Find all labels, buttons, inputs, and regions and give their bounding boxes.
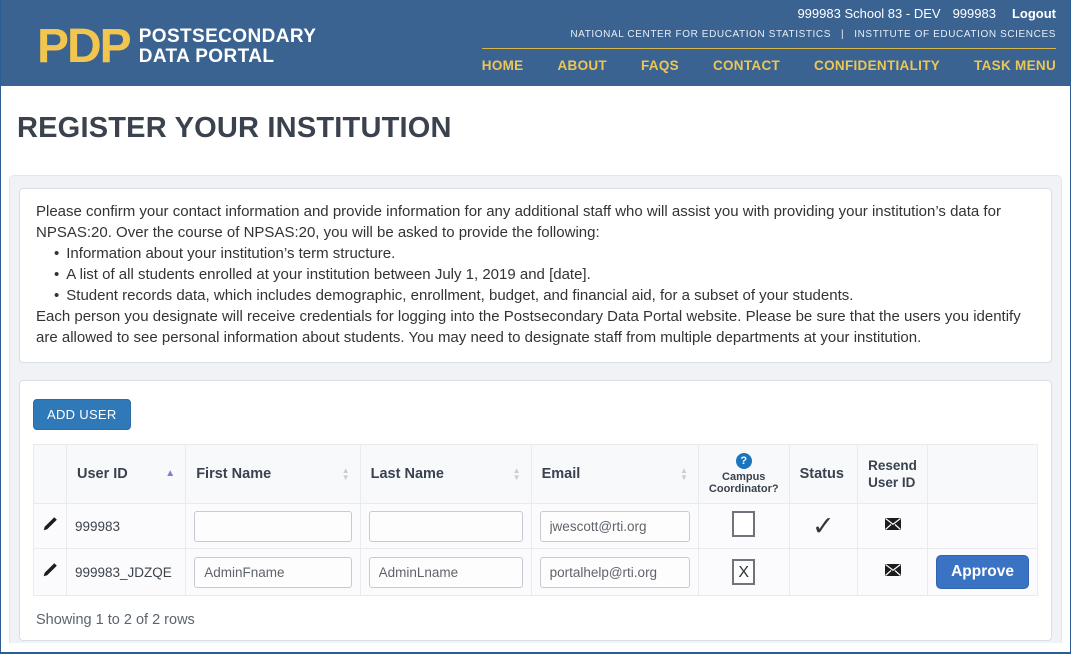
intro-card bbox=[19, 188, 1052, 363]
last-name-input[interactable] bbox=[369, 511, 523, 542]
logo-line2: DATA PORTAL bbox=[138, 46, 275, 67]
action-cell bbox=[928, 549, 1038, 596]
nav-home[interactable]: HOME bbox=[481, 58, 524, 73]
user-id-column-header[interactable] bbox=[67, 445, 186, 504]
sort-icon[interactable]: ▲ ▼ bbox=[341, 466, 350, 482]
agency-line bbox=[570, 29, 1056, 48]
first-name-input[interactable] bbox=[194, 511, 351, 542]
institution-name: 999983 School 83 - DEV bbox=[797, 6, 941, 21]
intro-bullet-list bbox=[36, 243, 1035, 306]
resend-cell bbox=[858, 549, 928, 596]
edit-cell bbox=[34, 549, 67, 596]
campus-coordinator-column-header bbox=[698, 445, 789, 504]
header-main bbox=[1, 21, 1070, 73]
agency-separator: | bbox=[841, 29, 845, 40]
email-cell bbox=[531, 549, 698, 596]
account-info bbox=[797, 6, 996, 21]
logo-acronym: PDP bbox=[37, 20, 130, 73]
resend-envelope-icon[interactable] bbox=[885, 517, 901, 535]
agency-nces: NATIONAL CENTER FOR EDUCATION STATISTICS bbox=[570, 29, 832, 40]
resend-cell bbox=[858, 504, 928, 549]
users-table bbox=[33, 444, 1038, 596]
status-cell bbox=[789, 549, 858, 596]
sort-icon[interactable]: ▲ ▼ bbox=[512, 466, 521, 482]
email-column-header[interactable] bbox=[531, 445, 698, 504]
user-id-cell: 999983_JDZQE bbox=[67, 549, 186, 596]
logo-text bbox=[139, 27, 317, 67]
user-row-1 bbox=[34, 504, 1038, 549]
user-id-cell: 999983 bbox=[67, 504, 186, 549]
status-header-label: Status bbox=[799, 466, 844, 482]
campus-header-label: Campus Coordinator? bbox=[708, 471, 779, 495]
agency-ies: INSTITUTE OF EDUCATION SCIENCES bbox=[854, 29, 1056, 40]
approved-check-icon: ✓ bbox=[812, 510, 835, 541]
intro-paragraph-1: Please confirm your contact information and provide information for any additional staff who will assist you with providing your institution’s data for NPSAS:20. Over the course of NPSAS:20, you will be asked to provide the following: bbox=[36, 203, 1001, 241]
user-id-header-label: User ID bbox=[77, 466, 128, 482]
last-name-cell bbox=[360, 504, 531, 549]
account-id: 999983 bbox=[952, 6, 996, 21]
action-column-header bbox=[928, 445, 1038, 504]
nav-task-menu[interactable]: TASK MENU bbox=[974, 58, 1056, 73]
users-card bbox=[19, 380, 1052, 641]
first-name-cell bbox=[186, 549, 360, 596]
last-name-column-header[interactable] bbox=[360, 445, 531, 504]
main-nav bbox=[482, 48, 1056, 73]
row-count-status: Showing 1 to 2 of 2 rows bbox=[36, 612, 195, 628]
site-header bbox=[1, 0, 1070, 86]
email-input[interactable] bbox=[540, 557, 690, 588]
nav-faqs[interactable]: FAQS bbox=[640, 58, 679, 73]
page-title: REGISTER YOUR INSTITUTION bbox=[17, 112, 452, 144]
logo-line1: POSTSECONDARY bbox=[138, 26, 317, 47]
status-cell bbox=[789, 504, 858, 549]
resend-column-header bbox=[858, 445, 928, 504]
edit-pencil-icon[interactable] bbox=[42, 562, 58, 583]
email-input[interactable] bbox=[540, 511, 690, 542]
topbar bbox=[1, 4, 1070, 21]
logout-link[interactable]: Logout bbox=[1011, 6, 1056, 21]
header-right bbox=[482, 29, 1056, 73]
email-header-label: Email bbox=[541, 466, 581, 482]
first-name-column-header[interactable] bbox=[186, 445, 360, 504]
first-name-input[interactable] bbox=[194, 557, 351, 588]
last-name-header-label: Last Name bbox=[370, 466, 444, 482]
edit-column-header bbox=[34, 445, 67, 504]
status-column-header bbox=[789, 445, 858, 504]
first-name-cell bbox=[186, 504, 360, 549]
campus-coordinator-cell bbox=[698, 504, 789, 549]
nav-contact[interactable]: CONTACT bbox=[712, 58, 781, 73]
sort-icon[interactable]: ▲ ▼ bbox=[679, 466, 688, 482]
action-cell bbox=[928, 504, 1038, 549]
resend-header-label: Resend User ID bbox=[868, 458, 917, 490]
pdp-logo[interactable] bbox=[37, 20, 317, 73]
help-icon[interactable]: ? bbox=[736, 453, 752, 469]
intro-bullet-1: • Information about your institution’s term structure. bbox=[54, 243, 1035, 264]
nav-confidentiality[interactable]: CONFIDENTIALITY bbox=[814, 58, 941, 73]
campus-coordinator-checkbox[interactable]: X bbox=[732, 559, 755, 585]
approve-button[interactable]: Approve bbox=[936, 555, 1029, 589]
intro-bullet-3: • Student records data, which includes demographic, enrollment, budget, and financial aid, for a subset of your students. bbox=[54, 285, 1035, 306]
campus-coordinator-checkbox[interactable] bbox=[732, 511, 755, 537]
user-row-2 bbox=[34, 549, 1038, 596]
intro-bullet-2: • A list of all students enrolled at your institution between July 1, 2019 and [date]. bbox=[54, 264, 1035, 285]
nav-about[interactable]: ABOUT bbox=[557, 58, 607, 73]
last-name-input[interactable] bbox=[369, 557, 523, 588]
last-name-cell bbox=[360, 549, 531, 596]
edit-pencil-icon[interactable] bbox=[42, 516, 58, 537]
edit-cell bbox=[34, 504, 67, 549]
intro-paragraph-2: Each person you designate will receive credentials for logging into the Postsecondary Data Portal website. Please be sure that the users you identify are allowed to see personal information about students. You may need to designate staff from multiple departments at your institution. bbox=[36, 308, 1021, 346]
email-cell bbox=[531, 504, 698, 549]
first-name-header-label: First Name bbox=[196, 466, 272, 482]
add-user-button[interactable]: ADD USER bbox=[33, 399, 131, 430]
sort-ascending-icon[interactable]: ▲ bbox=[165, 468, 176, 479]
resend-envelope-icon[interactable] bbox=[885, 563, 901, 581]
content-panel bbox=[9, 175, 1062, 643]
campus-coordinator-cell bbox=[698, 549, 789, 596]
table-header-row bbox=[34, 445, 1038, 504]
